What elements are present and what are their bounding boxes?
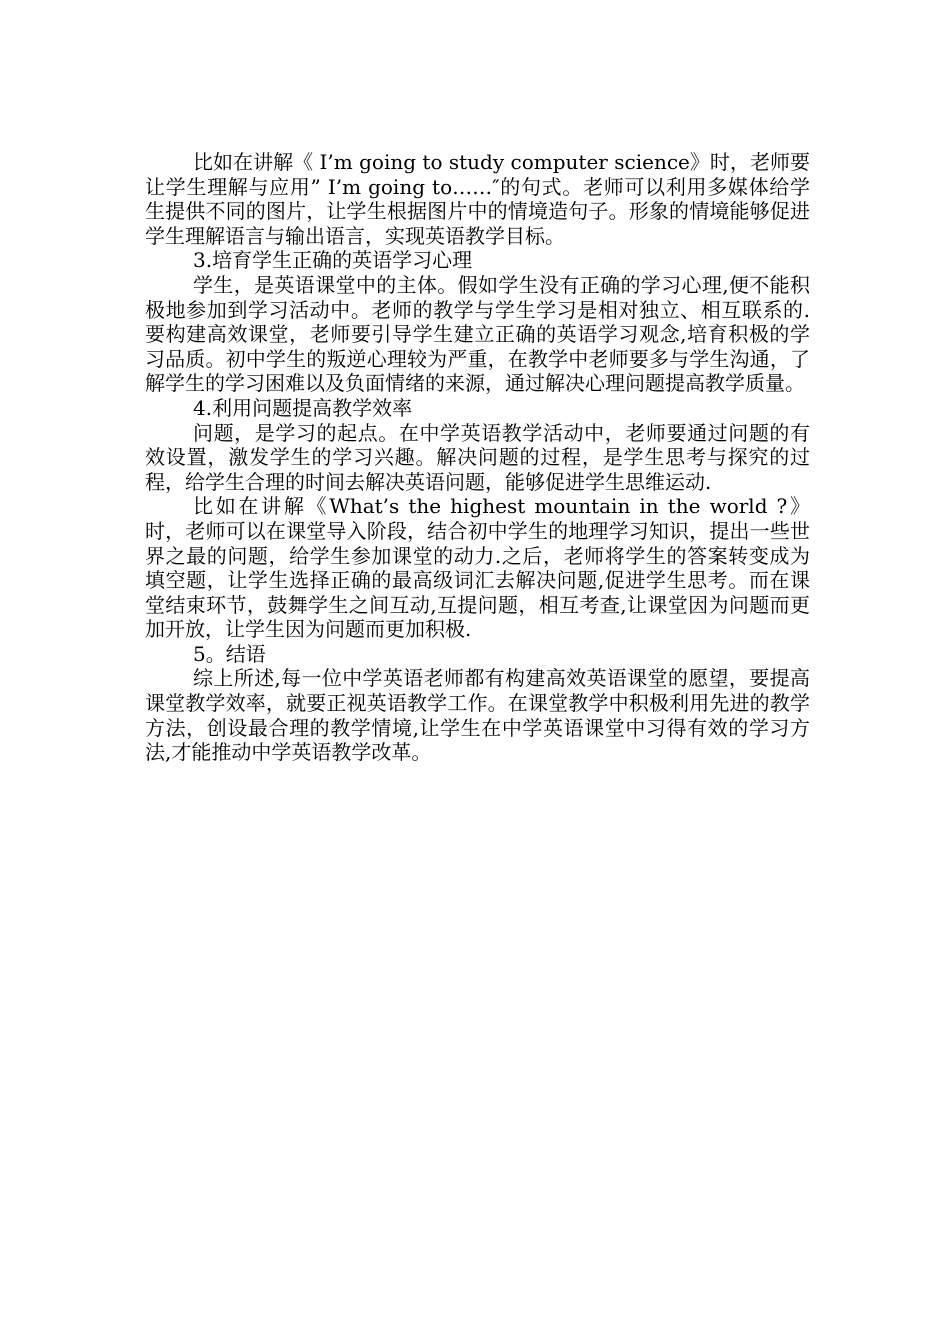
paragraph-example-highest-mountain: 比如在讲解《What’s the highest mountain in the world ?》时，老师可以在课堂导入阶段，结合初中学生的地理学习知识，提出一些世界之最的问题，给学生参加课堂的动力.之后，老师将学生的答案转变成为填空题，让学生选择正确的最高级词汇去解决问题,促进学生思考。而在课堂结束环节，鼓舞学生之间互动,互提问题，相互考查,让课堂因为问题而更加开放，让学生因为问题而更加积极.	[145, 494, 810, 642]
paragraph-questions: 问题，是学习的起点。在中学英语教学活动中，老师要通过问题的有效设置，激发学生的学习兴趣。解决问题的过程，是学生思考与探究的过程，给学生合理的时间去解决英语问题，能够促进学生思维运动.	[145, 420, 810, 494]
section-heading-5: 5。结语	[193, 641, 266, 666]
section-heading-3: 3.培育学生正确的英语学习心理	[193, 248, 473, 273]
document-body	[145, 150, 810, 765]
paragraph-learning-psychology: 学生，是英语课堂中的主体。假如学生没有正确的学习心理,便不能积极地参加到学习活动中。老师的教学与学生学习是相对独立、相互联系的.要构建高效课堂，老师要引导学生建立正确的英语学习观念,培育积极的学习品质。初中学生的叛逆心理较为严重，在教学中老师要多与学生沟通，了解学生的学习困难以及负面情绪的来源，通过解决心理问题提高教学质量。	[145, 272, 810, 396]
section-heading-4: 4.利用问题提高教学效率	[193, 395, 413, 420]
paragraph-example-going-to: 比如在讲解《 I’m going to study computer science》时，老师要让学生理解与应用” I’m going to……″的句式。老师可以利用多媒体给学生提供不同的图片，让学生根据图片中的情境造句子。形象的情境能够促进学生理解语言与输出语言，实现英语教学目标。	[145, 150, 810, 248]
paragraph-conclusion: 综上所述,每一位中学英语老师都有构建高效英语课堂的愿望，要提高课堂教学效率，就要正视英语教学工作。在课堂教学中积极利用先进的教学方法，创设最合理的教学情境,让学生在中学英语课堂中习得有效的学习方法,才能推动中学英语教学改革。	[145, 666, 810, 765]
